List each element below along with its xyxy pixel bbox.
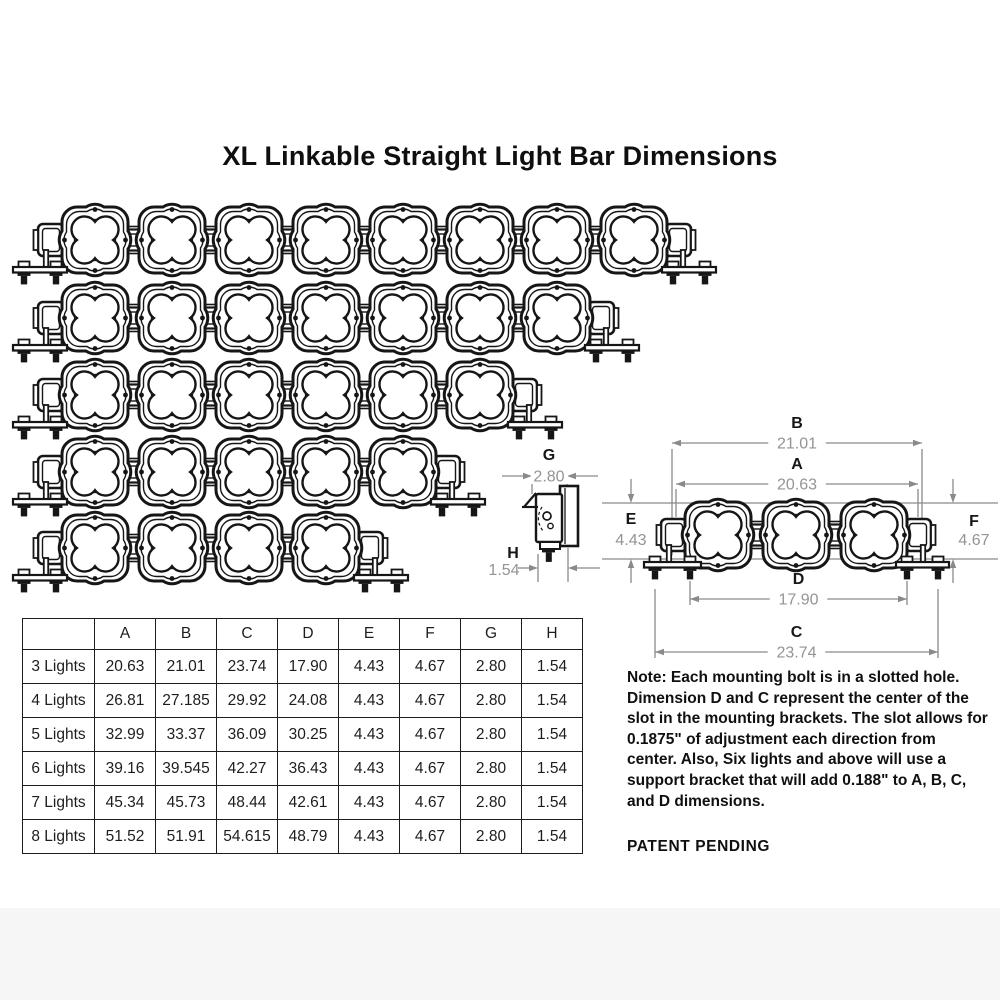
dimension-B [672, 415, 922, 453]
light-pod [444, 204, 516, 276]
row-label: 5 Lights [23, 718, 95, 752]
light-pod [213, 512, 285, 584]
page-title: XL Linkable Straight Light Bar Dimensions [222, 141, 778, 171]
light-pod [59, 204, 131, 276]
dimension-cell: 4.43 [339, 820, 400, 854]
dimension-cell: 1.54 [522, 684, 583, 718]
dimension-cell: 4.67 [400, 820, 461, 854]
dimension-cell: 45.73 [156, 786, 217, 820]
dimension-cell: 1.54 [522, 718, 583, 752]
dimension-cell: 4.67 [400, 718, 461, 752]
light-side-profile [522, 486, 578, 562]
row-label: 6 Lights [23, 752, 95, 786]
dimension-A [676, 456, 918, 494]
light-pod [598, 204, 670, 276]
dimension-C [655, 624, 938, 662]
dimension-cell: 4.43 [339, 718, 400, 752]
dimension-cell: 4.43 [339, 684, 400, 718]
dimension-letter: D [792, 571, 805, 588]
dimension-cell: 4.43 [339, 786, 400, 820]
dimension-cell: 1.54 [522, 786, 583, 820]
dimension-cell: 4.67 [400, 684, 461, 718]
footer-strip [0, 908, 1000, 1000]
dimension-cell: 2.80 [461, 718, 522, 752]
svg-text:4.43: 4.43 [615, 532, 647, 549]
light-bar-4 [10, 508, 411, 605]
dimension-cell: 26.81 [95, 684, 156, 718]
light-pod [521, 282, 593, 354]
row-label: 8 Lights [23, 820, 95, 854]
dimension-cell: 4.43 [339, 650, 400, 684]
light-pod [59, 359, 131, 431]
column-header: A [95, 619, 156, 650]
dimension-cell: 24.08 [278, 684, 339, 718]
light-pod [136, 436, 208, 508]
light-pod [760, 499, 832, 571]
light-pod [136, 204, 208, 276]
dimension-cell: 29.92 [217, 684, 278, 718]
table-row [23, 752, 583, 786]
column-header: B [156, 619, 217, 650]
patent-pending-label: PATENT PENDING [627, 838, 771, 855]
table-row [23, 650, 583, 684]
light-pod [213, 436, 285, 508]
dimension-cell: 2.80 [461, 650, 522, 684]
dimension-cell: 48.79 [278, 820, 339, 854]
light-pod [444, 359, 516, 431]
light-pod [444, 282, 516, 354]
dimension-value: 17.90 [778, 591, 819, 609]
dimension-cell: 42.27 [217, 752, 278, 786]
column-header: D [278, 619, 339, 650]
light-pod [290, 282, 362, 354]
svg-text:E: E [625, 511, 637, 528]
row-label: 7 Lights [23, 786, 95, 820]
side-view-diagram [480, 430, 620, 610]
table-body [23, 650, 583, 854]
column-header: E [339, 619, 400, 650]
light-pod [290, 512, 362, 584]
column-header: C [217, 619, 278, 650]
table-row [23, 820, 583, 854]
light-pod [59, 436, 131, 508]
dimension-cell: 2.80 [461, 684, 522, 718]
dimension-cell: 23.74 [217, 650, 278, 684]
dimension-F [950, 479, 990, 583]
dimension-cell: 1.54 [522, 752, 583, 786]
dimension-cell: 4.67 [400, 650, 461, 684]
column-header [23, 619, 95, 650]
dimension-cell: 21.01 [156, 650, 217, 684]
light-pod [136, 359, 208, 431]
dimension-cell: 17.90 [278, 650, 339, 684]
front-view-diagram [600, 405, 1000, 668]
table-row [23, 786, 583, 820]
light-pod [59, 512, 131, 584]
light-pod [367, 436, 439, 508]
svg-text:F: F [969, 513, 979, 530]
column-header: H [522, 619, 583, 650]
dimension-cell: 48.44 [217, 786, 278, 820]
dimension-cell: 20.63 [95, 650, 156, 684]
column-header: G [461, 619, 522, 650]
light-pod [290, 436, 362, 508]
dimension-letter: A [791, 456, 803, 473]
side-view-drawing [480, 430, 620, 605]
dimension-D [690, 571, 907, 609]
dimension-cell: 30.25 [278, 718, 339, 752]
table-row [23, 684, 583, 718]
table-header-row [23, 619, 583, 650]
dimension-E [615, 479, 646, 583]
table-row [23, 718, 583, 752]
dimension-cell: 33.37 [156, 718, 217, 752]
dimension-cell: 2.80 [461, 820, 522, 854]
dimension-G [502, 447, 598, 486]
dimension-cell: 39.545 [156, 752, 217, 786]
light-pod [838, 499, 910, 571]
dimension-cell: 4.43 [339, 752, 400, 786]
light-bar-drawing [10, 508, 411, 600]
dimension-cell: 4.67 [400, 786, 461, 820]
light-pod [521, 204, 593, 276]
light-pod [213, 282, 285, 354]
row-label: 4 Lights [23, 684, 95, 718]
dimension-cell: 1.54 [522, 650, 583, 684]
dimension-value: 20.63 [776, 476, 818, 494]
dimension-cell: 4.67 [400, 752, 461, 786]
light-pod [367, 204, 439, 276]
dimension-cell: 42.61 [278, 786, 339, 820]
front-view-drawing [600, 405, 1000, 663]
light-pod [290, 359, 362, 431]
dimension-cell: 36.43 [278, 752, 339, 786]
light-pod [59, 282, 131, 354]
svg-text:4.67: 4.67 [958, 532, 990, 549]
svg-text:H: H [507, 545, 519, 562]
dimension-cell: 36.09 [217, 718, 278, 752]
dimension-letter: B [791, 415, 803, 432]
light-pod [290, 204, 362, 276]
svg-text:2.80: 2.80 [533, 468, 565, 486]
svg-text:1.54: 1.54 [488, 562, 520, 579]
dimensions-table [22, 618, 583, 854]
dimension-cell: 51.91 [156, 820, 217, 854]
light-pod [136, 512, 208, 584]
dimension-cell: 51.52 [95, 820, 156, 854]
dimension-cell: 2.80 [461, 786, 522, 820]
dimension-value: 23.74 [776, 644, 817, 662]
note-text: Note: Each mounting bolt is in a slotted hole. Dimension D and C represent the center of the slot in the mounting brackets. The slot allows for 0.1875" of adjustment each direction from center. Also, Six lights and above will use a support bracket that will add 0.188" to A, B, C, and D dimensions. [627, 669, 988, 810]
dimension-cell: 39.16 [95, 752, 156, 786]
dimension-value: 21.01 [776, 435, 818, 453]
light-pod [136, 282, 208, 354]
dimension-cell: 1.54 [522, 820, 583, 854]
light-pod [213, 359, 285, 431]
dimension-letter: C [790, 624, 803, 641]
light-pod [367, 359, 439, 431]
column-header: F [400, 619, 461, 650]
dimension-cell: 2.80 [461, 752, 522, 786]
dimension-cell: 27.185 [156, 684, 217, 718]
svg-text:G: G [542, 447, 556, 464]
light-pod [367, 282, 439, 354]
dimension-cell: 54.615 [217, 820, 278, 854]
light-pod [213, 204, 285, 276]
dimension-cell: 45.34 [95, 786, 156, 820]
row-label: 3 Lights [23, 650, 95, 684]
dimension-cell: 32.99 [95, 718, 156, 752]
